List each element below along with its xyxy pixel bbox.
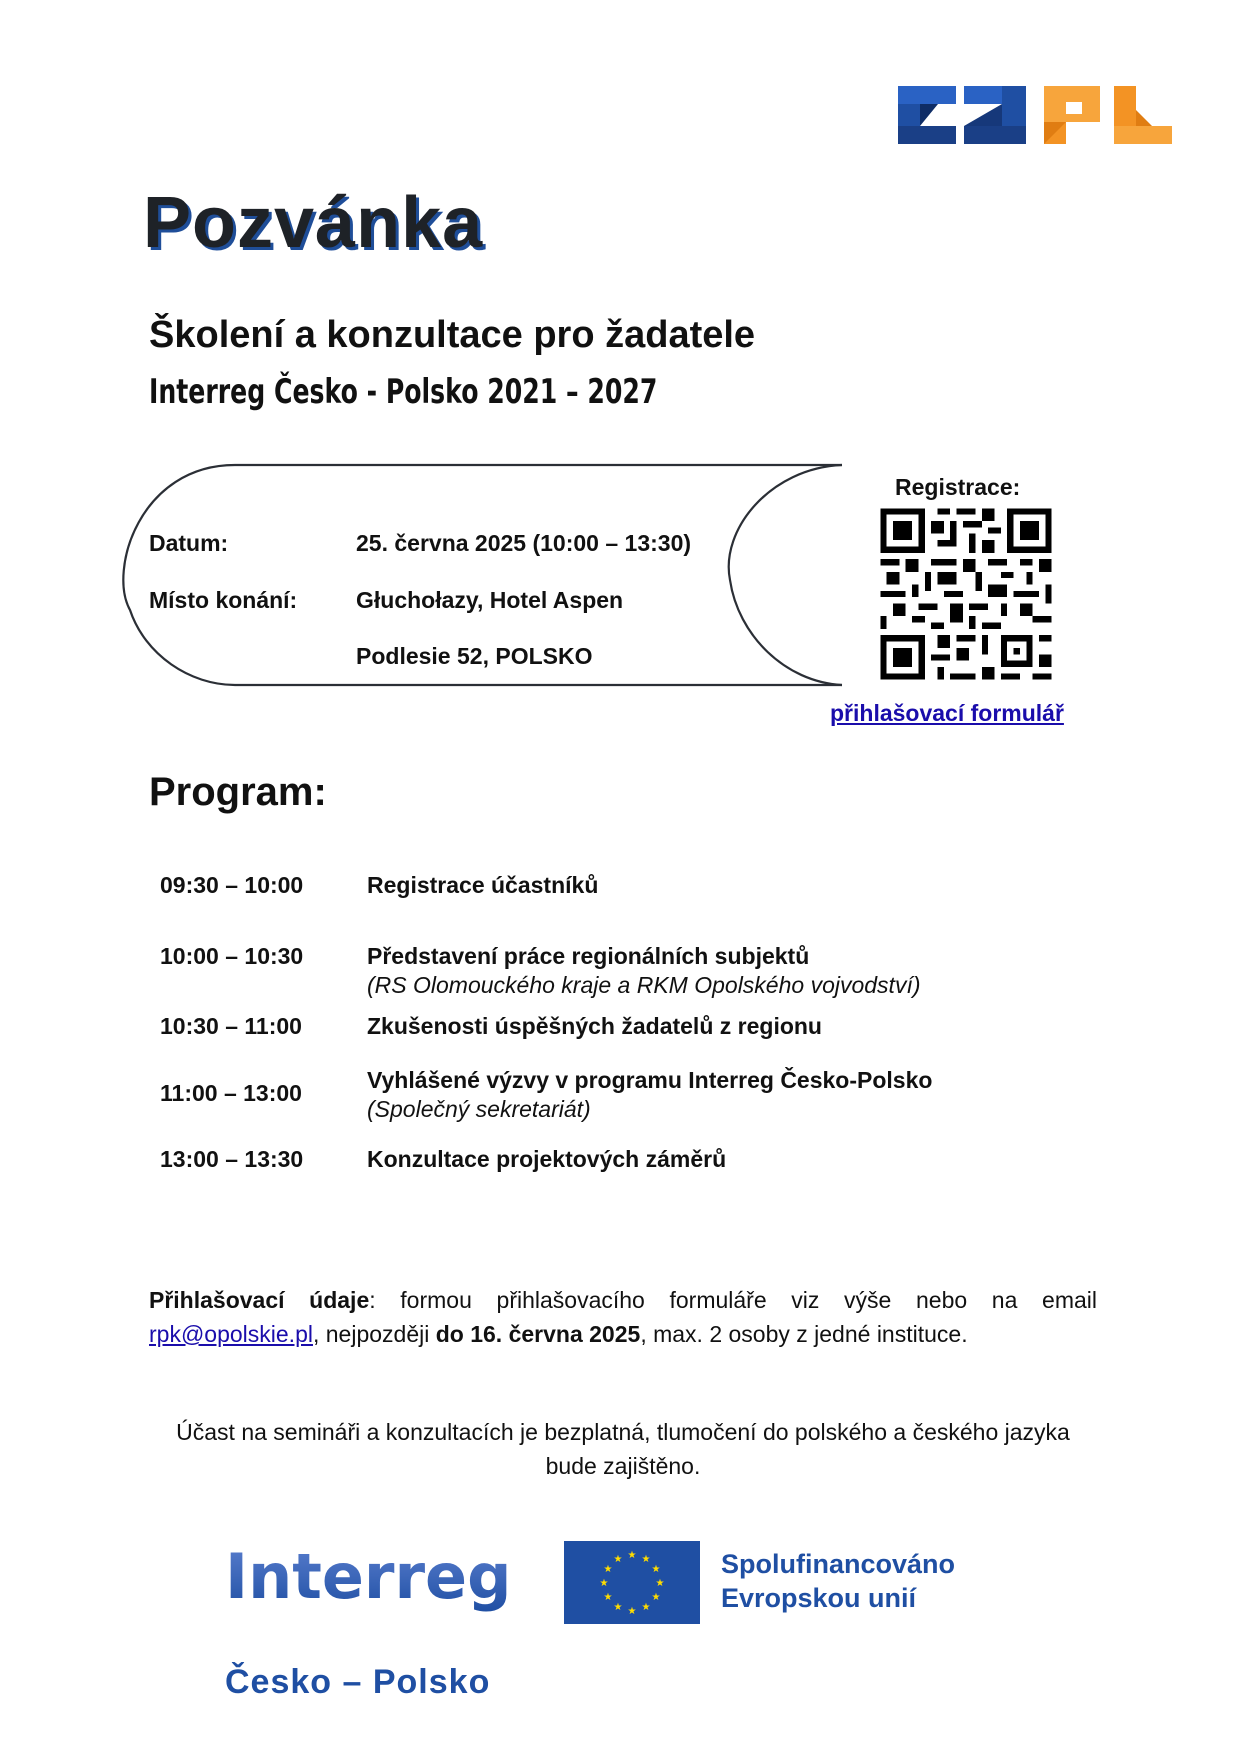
email-link[interactable]: rpk@opolskie.pl [149, 1321, 313, 1347]
program-heading: Program: [149, 770, 327, 814]
cofinanced-line-2: Evropskou unií [721, 1583, 917, 1613]
signup-text-3: , max. 2 osoby z jedné instituce. [640, 1321, 968, 1347]
svg-text:★: ★ [613, 1602, 623, 1613]
program-item [367, 943, 921, 999]
svg-text:★: ★ [641, 1554, 651, 1565]
cofinanced-text [721, 1547, 955, 1615]
program-item-title: Představení práce regionálních subjektů [367, 943, 810, 969]
signup-info [149, 1283, 1097, 1351]
date-label: Datum: [149, 530, 229, 556]
program-time: 10:00 – 10:30 [160, 943, 304, 969]
program-time: 13:00 – 13:30 [160, 1146, 304, 1172]
qr-code-icon[interactable] [874, 502, 1058, 686]
program-item-note: (RS Olomouckého kraje a RKM Opolského vojvodství) [367, 972, 921, 998]
svg-text:★: ★ [651, 1592, 661, 1603]
registration-form-link[interactable]: přihlašovací formulář [830, 700, 1064, 726]
program-item-note: (Společný sekretariát) [367, 1096, 591, 1122]
program-item-title: Zkušenosti úspěšných žadatelů z regionu [367, 1013, 822, 1039]
place-label: Místo konání: [149, 587, 298, 613]
page-title: Pozvánka [143, 183, 484, 263]
cz-pl-logo-icon [898, 80, 1172, 146]
svg-text:★: ★ [603, 1592, 613, 1603]
program-item-title: Vyhlášené výzvy v programu Interreg Česko-Polsko [367, 1067, 933, 1093]
interreg-wordmark: Interreg [225, 1540, 512, 1613]
registration-label: Registrace: [895, 474, 1021, 500]
program-time: 10:30 – 11:00 [160, 1013, 302, 1039]
program-item-title: Konzultace projektových záměrů [367, 1146, 727, 1172]
signup-text-1: : formou přihlašovacího formuláře viz výše nebo na email [369, 1287, 1097, 1313]
svg-text:★: ★ [599, 1578, 609, 1589]
region-label: Česko – Polsko [225, 1663, 491, 1701]
program-item [367, 872, 598, 899]
program-item [367, 1067, 932, 1123]
program-item [367, 1013, 822, 1040]
eu-flag-icon [564, 1541, 700, 1624]
signup-text-2: , nejpozději [312, 1321, 436, 1347]
signup-label: Přihlašovací údaje [149, 1287, 370, 1313]
event-subtitle: Školení a konzultace pro žadatele [149, 314, 756, 356]
svg-text:★: ★ [627, 1606, 637, 1617]
free-participation-note: Účast na semináři a konzultacích je bezplatná, tlumočení do polského a českého jazyka bude zajištěno. [176, 1419, 1070, 1479]
signup-deadline: do 16. června 2025 [435, 1321, 641, 1347]
program-time: 09:30 – 10:00 [160, 872, 304, 898]
svg-text:★: ★ [627, 1550, 637, 1561]
date-value: 25. června 2025 (10:00 – 13:30) [356, 530, 692, 556]
place-line-2: Podlesie 52, POLSKO [356, 643, 593, 669]
program-item-title: Registrace účastníků [367, 872, 599, 898]
program-item [367, 1146, 726, 1173]
svg-text:★: ★ [613, 1554, 623, 1565]
place-line-1: Głuchołazy, Hotel Aspen [356, 587, 624, 613]
program-name: Interreg Česko - Polsko 2021 – 2027 [149, 372, 658, 412]
svg-text:★: ★ [641, 1602, 651, 1613]
svg-text:★: ★ [651, 1564, 661, 1575]
svg-text:★: ★ [603, 1564, 613, 1575]
interreg-logo-icon [225, 1540, 525, 1620]
program-time: 11:00 – 13:00 [160, 1080, 302, 1106]
cofinanced-line-1: Spolufinancováno [721, 1549, 956, 1579]
svg-text:★: ★ [655, 1578, 665, 1589]
